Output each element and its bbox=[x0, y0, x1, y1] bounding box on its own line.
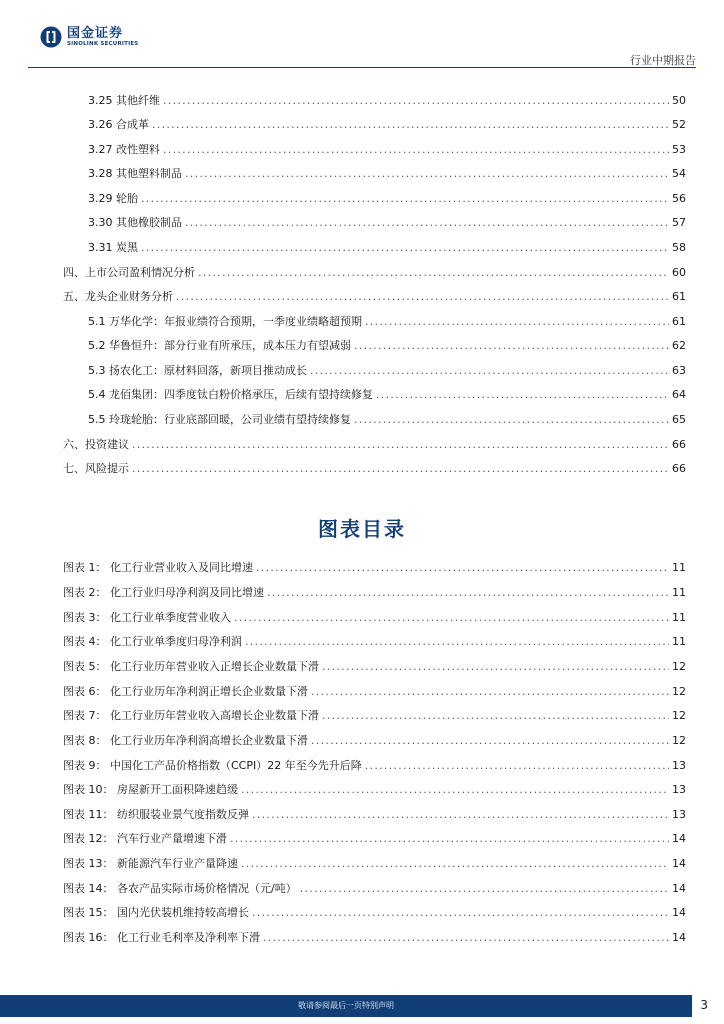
toc-entry-page: 66 bbox=[672, 438, 686, 451]
leader-dots bbox=[241, 780, 669, 800]
figure-entry-page: 12 bbox=[672, 660, 686, 673]
figure-entry[interactable] bbox=[63, 682, 686, 702]
toc-entry-page: 57 bbox=[672, 216, 686, 229]
toc-entry[interactable] bbox=[63, 263, 686, 283]
figure-entry-label: 图表 7： 化工行业历年营业收入高增长企业数量下滑 bbox=[63, 709, 319, 722]
leader-dots bbox=[263, 928, 669, 948]
toc-entry[interactable] bbox=[63, 435, 686, 455]
leader-dots bbox=[267, 583, 669, 603]
toc-entry-page: 60 bbox=[672, 266, 686, 279]
toc-entry-label: 五、龙头企业财务分析 bbox=[63, 290, 173, 303]
toc-entry[interactable] bbox=[88, 410, 686, 430]
toc-entry-label: 3.26 合成革 bbox=[88, 118, 149, 131]
toc-entry-label: 七、风险提示 bbox=[63, 462, 129, 475]
figure-entry-page: 13 bbox=[672, 759, 686, 772]
toc-entry-page: 50 bbox=[672, 94, 686, 107]
toc-entry-label: 5.3 扬农化工：原材料回落，新项目推动成长 bbox=[88, 364, 307, 377]
toc-entry-page: 61 bbox=[672, 315, 686, 328]
toc-entry-page: 61 bbox=[672, 290, 686, 303]
figure-entry[interactable] bbox=[63, 657, 686, 677]
figure-entry-page: 11 bbox=[672, 611, 686, 624]
leader-dots bbox=[234, 608, 669, 628]
figure-entry[interactable] bbox=[63, 558, 686, 578]
leader-dots bbox=[354, 336, 669, 356]
page-number: 3 bbox=[700, 998, 708, 1012]
toc-entry-label: 3.31 炭黑 bbox=[88, 241, 138, 254]
toc-entry-label: 3.30 其他橡胶制品 bbox=[88, 216, 182, 229]
toc-entry-label: 5.5 玲珑轮胎：行业底部回暖，公司业绩有望持续修复 bbox=[88, 413, 351, 426]
toc-entry-page: 62 bbox=[672, 339, 686, 352]
figure-entry-label: 图表 10： 房屋新开工面积降速趋缓 bbox=[63, 783, 238, 796]
footer-disclaimer-bar: 敬请参阅最后一页特别声明 bbox=[0, 995, 692, 1017]
toc-entry[interactable] bbox=[88, 385, 686, 405]
leader-dots bbox=[152, 115, 669, 135]
leader-dots bbox=[185, 164, 669, 184]
figure-entry-page: 14 bbox=[672, 882, 686, 895]
figure-entry[interactable] bbox=[63, 879, 686, 899]
figure-entry[interactable] bbox=[63, 854, 686, 874]
toc-entry-label: 六、投资建议 bbox=[63, 438, 129, 451]
figure-entry[interactable] bbox=[63, 706, 686, 726]
figure-entry-label: 图表 12： 汽车行业产量增速下滑 bbox=[63, 832, 227, 845]
toc-entry-page: 56 bbox=[672, 192, 686, 205]
toc-entry[interactable] bbox=[63, 459, 686, 479]
toc-entry-page: 53 bbox=[672, 143, 686, 156]
logo-english-name: SINOLINK SECURITIES bbox=[67, 40, 139, 47]
toc-entry[interactable] bbox=[88, 213, 686, 233]
figure-entry-label: 图表 13： 新能源汽车行业产量降速 bbox=[63, 857, 238, 870]
figures-list-title: 图表目录 bbox=[318, 517, 406, 541]
figure-entry-page: 12 bbox=[672, 709, 686, 722]
leader-dots bbox=[141, 189, 669, 209]
figure-entry-page: 14 bbox=[672, 857, 686, 870]
leader-dots bbox=[176, 287, 669, 307]
figure-entry-label: 图表 14： 各农产品实际市场价格情况（元/吨） bbox=[63, 882, 297, 895]
leader-dots bbox=[185, 213, 669, 233]
leader-dots bbox=[311, 731, 669, 751]
figure-entry[interactable] bbox=[63, 632, 686, 652]
leader-dots bbox=[141, 238, 669, 258]
leader-dots bbox=[311, 682, 669, 702]
toc-entry-page: 54 bbox=[672, 167, 686, 180]
figure-entry[interactable] bbox=[63, 780, 686, 800]
toc-entry-label: 5.2 华鲁恒升：部分行业有所承压，成本压力有望减弱 bbox=[88, 339, 351, 352]
leader-dots bbox=[365, 312, 669, 332]
leader-dots bbox=[230, 829, 669, 849]
figure-entry-page: 14 bbox=[672, 931, 686, 944]
figure-entry-label: 图表 1： 化工行业营业收入及同比增速 bbox=[63, 561, 253, 574]
leader-dots bbox=[322, 706, 669, 726]
leader-dots bbox=[365, 756, 669, 776]
figure-entry[interactable] bbox=[63, 829, 686, 849]
toc-entry[interactable] bbox=[88, 164, 686, 184]
figure-entry[interactable] bbox=[63, 756, 686, 776]
leader-dots bbox=[163, 140, 669, 160]
company-logo bbox=[40, 26, 138, 48]
toc-entry-page: 64 bbox=[672, 388, 686, 401]
leader-dots bbox=[376, 385, 669, 405]
figure-entry-page: 13 bbox=[672, 808, 686, 821]
leader-dots bbox=[252, 903, 669, 923]
leader-dots bbox=[132, 435, 669, 455]
leader-dots bbox=[241, 854, 669, 874]
leader-dots bbox=[354, 410, 669, 430]
toc-entry[interactable] bbox=[88, 140, 686, 160]
leader-dots bbox=[322, 657, 669, 677]
toc-entry-page: 63 bbox=[672, 364, 686, 377]
toc-entry-label: 3.28 其他塑料制品 bbox=[88, 167, 182, 180]
leader-dots bbox=[300, 879, 669, 899]
figure-entry-label: 图表 4： 化工行业单季度归母净利润 bbox=[63, 635, 242, 648]
figure-entry-page: 14 bbox=[672, 906, 686, 919]
leader-dots bbox=[310, 361, 669, 381]
figure-entry-label: 图表 16： 化工行业毛利率及净利率下滑 bbox=[63, 931, 260, 944]
figure-entry[interactable] bbox=[63, 805, 686, 825]
figure-entry[interactable] bbox=[63, 731, 686, 751]
figure-entry-label: 图表 8： 化工行业历年净利润高增长企业数量下滑 bbox=[63, 734, 308, 747]
header-divider bbox=[28, 67, 696, 68]
figure-entry-page: 13 bbox=[672, 783, 686, 796]
leader-dots bbox=[245, 632, 669, 652]
toc-entry-label: 3.27 改性塑料 bbox=[88, 143, 160, 156]
toc-entry[interactable] bbox=[88, 336, 686, 356]
leader-dots bbox=[132, 459, 669, 479]
leader-dots bbox=[198, 263, 669, 283]
toc-entry-page: 65 bbox=[672, 413, 686, 426]
toc-entry-label: 3.29 轮胎 bbox=[88, 192, 138, 205]
toc-entry-label: 5.4 龙佰集团：四季度钛白粉价格承压，后续有望持续修复 bbox=[88, 388, 373, 401]
leader-dots bbox=[163, 91, 669, 111]
figure-entry-page: 12 bbox=[672, 685, 686, 698]
toc-entry-page: 58 bbox=[672, 241, 686, 254]
figure-entry[interactable] bbox=[63, 928, 686, 948]
leader-dots bbox=[252, 805, 669, 825]
toc-entry-page: 52 bbox=[672, 118, 686, 131]
figure-entry-page: 11 bbox=[672, 635, 686, 648]
leader-dots bbox=[256, 558, 669, 578]
figure-entry-page: 11 bbox=[672, 586, 686, 599]
toc-entry[interactable] bbox=[88, 361, 686, 381]
figure-entry-page: 12 bbox=[672, 734, 686, 747]
logo-chinese-name: 国金证券 bbox=[67, 25, 124, 41]
toc-entry[interactable] bbox=[88, 115, 686, 135]
toc-entry[interactable] bbox=[63, 287, 686, 307]
toc-entry-label: 5.1 万华化学：年报业绩符合预期，一季度业绩略超预期 bbox=[88, 315, 362, 328]
page-header bbox=[0, 0, 724, 68]
figure-entry[interactable] bbox=[63, 608, 686, 628]
figure-entry-label: 图表 11： 纺织服装业景气度指数反弹 bbox=[63, 808, 249, 821]
figure-entry-label: 图表 2： 化工行业归母净利润及同比增速 bbox=[63, 586, 264, 599]
figure-entry[interactable] bbox=[63, 903, 686, 923]
toc-entry-label: 四、上市公司盈利情况分析 bbox=[63, 266, 195, 279]
figure-entry-page: 14 bbox=[672, 832, 686, 845]
toc-entry-label: 3.25 其他纤维 bbox=[88, 94, 160, 107]
toc-entry[interactable] bbox=[88, 91, 686, 111]
toc-entry[interactable] bbox=[88, 189, 686, 209]
figure-entry-label: 图表 15： 国内光伏装机维持较高增长 bbox=[63, 906, 249, 919]
toc-entry[interactable] bbox=[88, 312, 686, 332]
toc-entry[interactable] bbox=[88, 238, 686, 258]
figure-entry-label: 图表 5： 化工行业历年营业收入正增长企业数量下滑 bbox=[63, 660, 319, 673]
figure-entry-page: 11 bbox=[672, 561, 686, 574]
figure-entry-label: 图表 6： 化工行业历年净利润正增长企业数量下滑 bbox=[63, 685, 308, 698]
sinolink-logo-icon bbox=[40, 26, 62, 48]
figure-entry-label: 图表 9： 中国化工产品价格指数（CCPI）22 年至今先升后降 bbox=[63, 759, 362, 772]
toc-entry-page: 66 bbox=[672, 462, 686, 475]
figure-entry-label: 图表 3： 化工行业单季度营业收入 bbox=[63, 611, 231, 624]
report-type: 行业中期报告 bbox=[630, 54, 696, 67]
figure-entry[interactable] bbox=[63, 583, 686, 603]
